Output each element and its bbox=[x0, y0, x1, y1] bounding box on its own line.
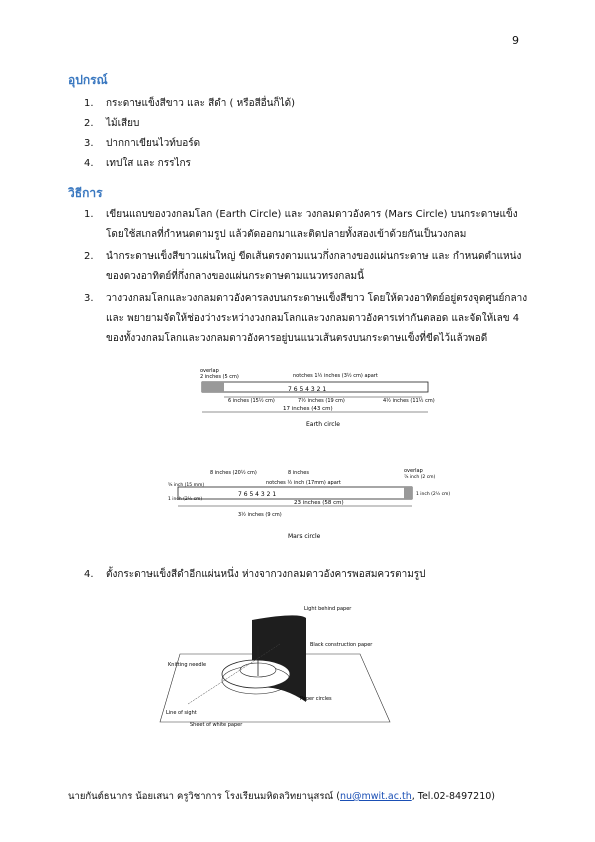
mars-strip bbox=[178, 487, 412, 499]
earth-numbers: 7 6 5 4 3 2 1 bbox=[288, 386, 327, 393]
black-paper bbox=[252, 615, 306, 702]
list-item: 3. วางวงกลมโลกและวงกลมดาวอังคารลงบนกระดาษแข็งสีขาว โดยให้ดวงอาทิตย์อยู่ตรงจุดศูนย์กลาง และ พยายามจัดให้ช่องว่างระหว่างวงกลมโลกและวงกลมดาวอังคารเท่ากันตลอด และจัดให้เลข 4 ของทั้งวงกลมโลกและวงกลมดาวอังคารอยู่บนแนวเส้นตรงบนกระดาษแข็งที่ขีดไว้แล้วพอดี bbox=[84, 293, 528, 344]
earth-total: 17 inches (43 cm) bbox=[283, 406, 333, 412]
mars-left-bottom: 1 inch (2½ cm) bbox=[168, 497, 203, 502]
materials-heading: อุปกรณ์ bbox=[68, 73, 108, 87]
mars-dim1: 8 inches (20½ cm) bbox=[210, 470, 257, 476]
list-item: 4. เทปใส และ กรรไกร bbox=[84, 158, 191, 169]
mars-circle-figure bbox=[168, 464, 451, 546]
method-heading: วิธีการ bbox=[68, 186, 103, 200]
method-list-continued bbox=[84, 565, 534, 585]
paper-circles-label: Paper circles bbox=[300, 696, 332, 702]
list-item: 4. ตั้งกระดาษแข็งสีดำอีกแผ่นหนึ่ง ห่างจากวงกลมดาวอังคารพอสมควรตามรูป bbox=[84, 569, 426, 580]
earth-overlap-label: overlap bbox=[200, 368, 219, 374]
black-paper-label: Black construction paper bbox=[310, 642, 373, 648]
earth-circle-figure bbox=[198, 364, 438, 444]
earth-notches-label: notches 1½ inches (3½ cm) apart bbox=[293, 373, 378, 379]
earth-seg1: 6 inches (15½ cm) bbox=[228, 398, 275, 404]
mars-bottom: 3½ inches (9 cm) bbox=[238, 512, 282, 518]
list-item: 1. กระดาษแข็งสีขาว และ สีดำ ( หรือสีอื่นก็ได้) bbox=[84, 98, 295, 109]
list-item: 1. เขียนแถบของวงกลมโลก (Earth Circle) และ วงกลมดาวอังคาร (Mars Circle) บนกระดาษแข็ง โดยใช้สเกลที่กำหนดตามรูป แล้วตัดออกมาและติดปลายทั้งสองเข้าด้วยกันเป็นวงกลม bbox=[84, 209, 518, 240]
line-of-sight-label: Line of sight bbox=[166, 710, 197, 716]
page-number: 9 bbox=[512, 34, 519, 47]
footer: นายกันต์ธนากร น้อยเสนา ครูวิชาการ โรงเรียนมหิดลวิทยานุสรณ์ (nu@mwit.ac.th, Tel.02-8497210) bbox=[68, 791, 495, 802]
earth-seg2: 7½ inches (19 cm) bbox=[298, 398, 345, 404]
light-label: Light behind paper bbox=[304, 606, 352, 612]
earth-overlap-hatch bbox=[202, 382, 224, 392]
mars-total: 23 inches (58 cm) bbox=[294, 500, 344, 506]
mars-caption: Mars circle bbox=[288, 533, 321, 540]
materials-list bbox=[84, 94, 534, 174]
list-item: 2. ไม้เสียบ bbox=[84, 118, 140, 129]
mars-overlap-label: overlap bbox=[404, 468, 423, 474]
mars-notches: notches ½ inch (17mm) apart bbox=[266, 480, 341, 486]
mars-dim2: 8 inches bbox=[288, 470, 309, 476]
setup-illustration bbox=[160, 604, 400, 734]
earth-seg3: 4½ inches (11½ cm) bbox=[383, 398, 435, 404]
mars-right-a: 1 inch (2½ cm) bbox=[416, 492, 451, 497]
email-link[interactable]: nu@mwit.ac.th bbox=[339, 791, 412, 802]
list-item: 3. ปากกาเขียนไวท์บอร์ด bbox=[84, 138, 201, 149]
mars-overlap-hatch bbox=[404, 487, 412, 499]
list-item: 2. นำกระดาษแข็งสีขาวแผ่นใหญ่ ขีดเส้นตรงตามแนวกึ่งกลางของแผ่นกระดาษ และ กำหนดตำแหน่งของดวงอาทิตย์ที่กึ่งกลางของแผ่นกระดาษตามแนวทรงกลมนี้ bbox=[84, 251, 522, 282]
knitting-needle-label: Knitting needle bbox=[168, 662, 207, 668]
mars-numbers: 7 6 5 4 3 2 1 bbox=[238, 491, 277, 498]
method-list bbox=[84, 205, 534, 349]
earth-caption: Earth circle bbox=[306, 421, 340, 428]
white-paper-label: Sheet of white paper bbox=[190, 722, 243, 728]
mars-overlap-size: ⅞ inch (2 cm) bbox=[404, 475, 436, 480]
earth-overlap-size: 2 inches (5 cm) bbox=[200, 374, 239, 380]
mars-left-top: ⅝ inch (15 mm) bbox=[168, 483, 205, 488]
